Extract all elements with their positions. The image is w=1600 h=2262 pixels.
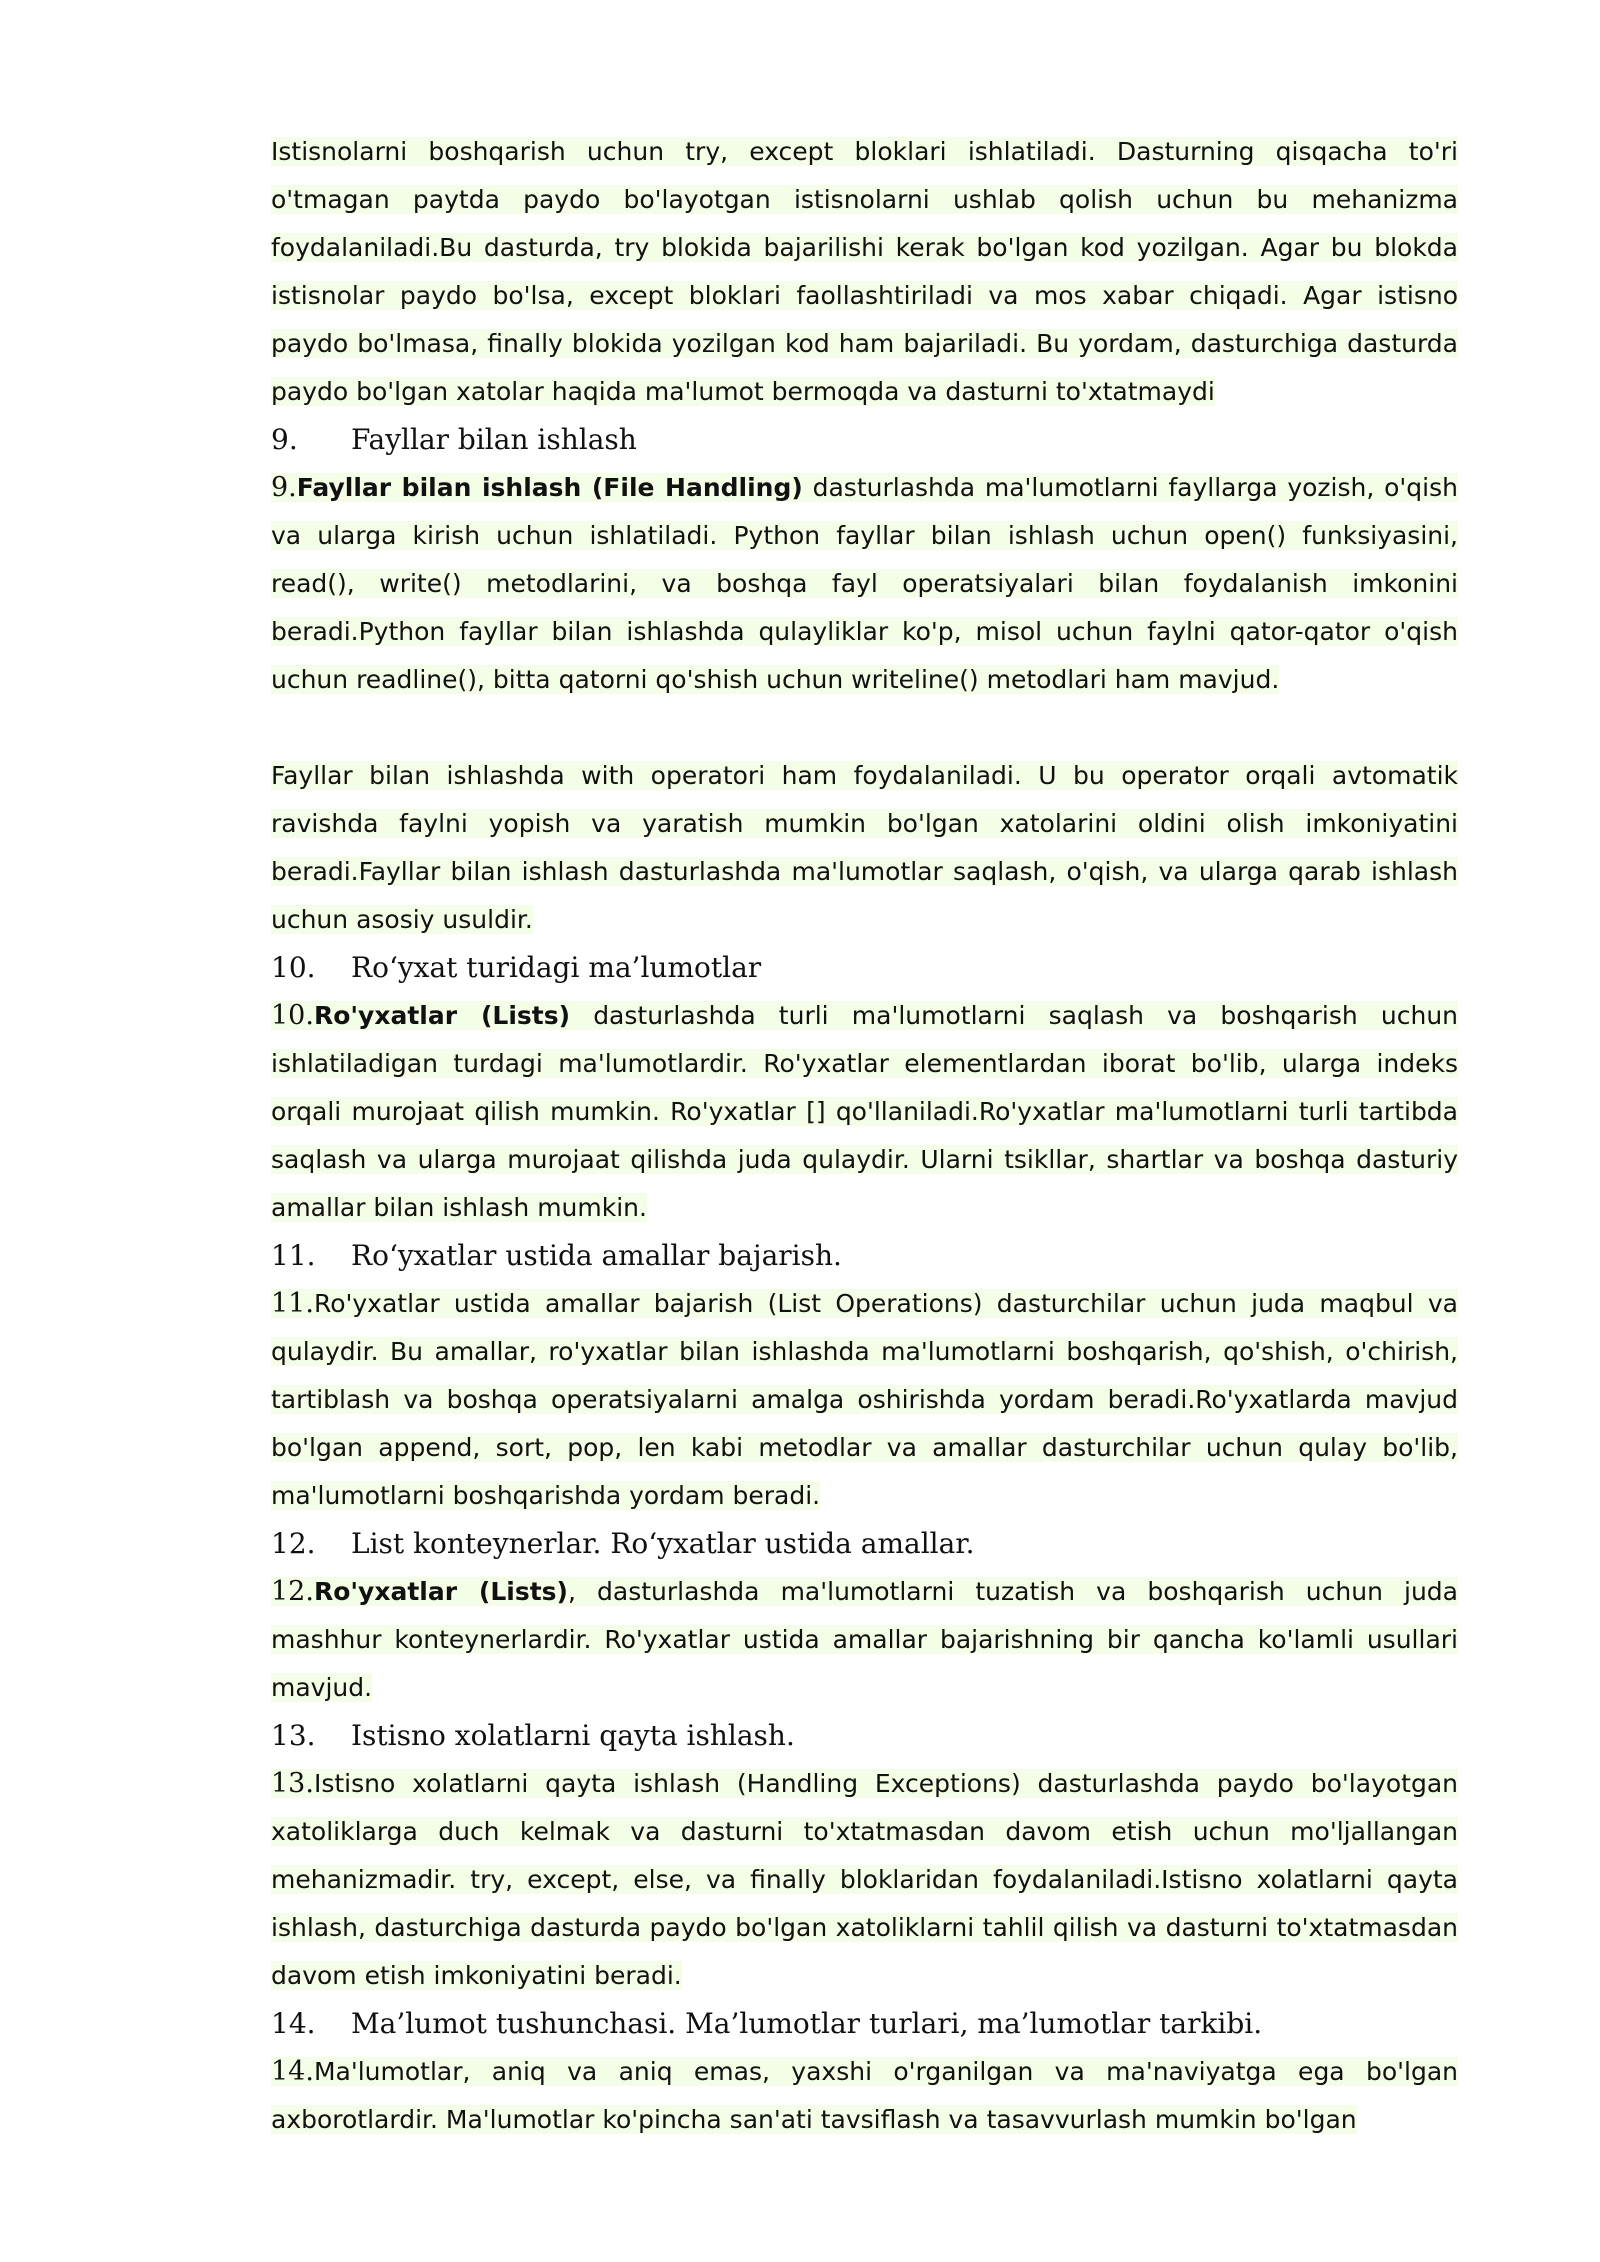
paragraph-number: 11.	[271, 1288, 314, 1319]
paragraph-handling-exceptions	[271, 1760, 1458, 2000]
heading-number: 12.	[271, 1527, 316, 1560]
document-page	[271, 128, 1458, 2144]
heading-number: 13.	[271, 1719, 316, 1752]
paragraph-number: 12.	[271, 1576, 314, 1607]
heading-number: 9.	[271, 423, 298, 456]
heading-12	[271, 1520, 1458, 1568]
paragraph-with-operator	[271, 752, 1458, 944]
heading-number: 14.	[271, 2007, 316, 2040]
heading-text: Ro‘yxat turidagi ma’lumotlar	[351, 951, 762, 984]
heading-text: Istisno xolatlarni qayta ishlash.	[351, 1719, 795, 1752]
paragraph-term: Ro'yxatlar (Lists)	[313, 1577, 568, 1606]
heading-9	[271, 416, 1458, 464]
paragraph-exceptions-intro	[271, 128, 1458, 416]
paragraph-number: 14.	[271, 2056, 314, 2087]
paragraph-lists	[271, 992, 1458, 1232]
heading-text: Fayllar bilan ishlash	[351, 423, 637, 456]
paragraph-term: Fayllar bilan ishlash (File Handling)	[296, 473, 803, 502]
heading-11	[271, 1232, 1458, 1280]
heading-text: Ma’lumot tushunchasi. Ma’lumotlar turlari, ma’lumotlar tarkibi.	[351, 2007, 1263, 2040]
paragraph-text: Ro'yxatlar ustida amallar bajarish (List Operations) dasturchilar uchun juda maqbul va qulaydir. Bu amallar, ro'yxatlar bilan ishlashda ma'lumotlarni boshqarish, qo'shish, o'chirish, tartiblash va boshqa operatsiyalarni amalga oshirishda yordam beradi.Ro'yxatlarda mavjud bo'lgan append, sort, pop, len kabi metodlar va amallar dasturchilar uchun qulay bo'lib, ma'lumotlarni boshqarishda yordam beradi.	[271, 1289, 1458, 1510]
paragraph-term: Ro'yxatlar (Lists)	[313, 1001, 571, 1030]
heading-number: 11.	[271, 1239, 316, 1272]
paragraph-number: 9.	[271, 472, 297, 503]
paragraph-file-handling	[271, 464, 1458, 704]
paragraph-text: Istisno xolatlarni qayta ishlash (Handling Exceptions) dasturlashda paydo bo'layotgan xatoliklarga duch kelmak va dasturni to'xtatmasdan davom etish uchun mo'ljallangan mehanizmadir. try, except, else, va finally bloklaridan foydalaniladi.Istisno xolatlarni qayta ishlash, dasturchiga dasturda paydo bo'lgan xatoliklarni tahlil qilish va dasturni to'xtatmasdan davom etish imkoniyatini beradi.	[271, 1769, 1458, 1990]
paragraph-text: dasturlashda ma'lumotlarni fayllarga yozish, o'qish va ularga kirish uchun ishlatiladi. Python fayllar bilan ishlash uchun open() funksiyasini, read(), write() metodlarini, va boshqa fayl operatsiyalari bilan foydalanish imkonini beradi.Python fayllar bilan ishlashda qulayliklar ko'p, misol uchun faylni qator-qator o'qish uchun readline(), bitta qatorni qo'shish uchun writeline() metodlari ham mavjud.	[271, 473, 1458, 694]
paragraph-list-operations	[271, 1280, 1458, 1520]
paragraph-text: Istisnolarni boshqarish uchun try, except bloklari ishlatiladi. Dasturning qisqacha to'ri o'tmagan paytda paydo bo'layotgan istisnolarni ushlab qolish uchun bu mehanizma foydalaniladi.Bu dasturda, try blokida bajarilishi kerak bo'lgan kod yozilgan. Agar bu blokda istisnolar paydo bo'lsa, except bloklari faollashtiriladi va mos xabar chiqadi. Agar istisno paydo bo'lmasa, finally blokida yozilgan kod ham bajariladi. Bu yordam, dasturchiga dasturda paydo bo'lgan xatolar haqida ma'lumot bermoqda va dasturni to'xtatmaydi	[271, 137, 1458, 406]
heading-text: List konteynerlar. Ro‘yxatlar ustida amallar.	[351, 1527, 975, 1560]
heading-text: Ro‘yxatlar ustida amallar bajarish.	[351, 1239, 842, 1272]
heading-13	[271, 1712, 1458, 1760]
paragraph-text: Fayllar bilan ishlashda with operatori ham foydalaniladi. U bu operator orqali avtomatik ravishda faylni yopish va yaratish mumkin bo'lgan xatolarini oldini olish imkoniyatini beradi.Fayllar bilan ishlash dasturlashda ma'lumotlar saqlash, o'qish, va ularga qarab ishlash uchun asosiy usuldir.	[271, 761, 1458, 934]
paragraph-list-containers	[271, 1568, 1458, 1712]
paragraph-text: Ma'lumotlar, aniq va aniq emas, yaxshi o'rganilgan va ma'naviyatga ega bo'lgan axborotlardir. Ma'lumotlar ko'pincha san'ati tavsiflash va tasavvurlash mumkin bo'lgan	[271, 2057, 1458, 2134]
heading-10	[271, 944, 1458, 992]
paragraph-data-concept	[271, 2048, 1458, 2144]
paragraph-number: 10.	[271, 1000, 314, 1031]
paragraph-text: , dasturlashda ma'lumotlarni tuzatish va boshqarish uchun juda mashhur konteynerlardir. Ro'yxatlar ustida amallar bajarishning bir qancha ko'lamli usullari mavjud.	[271, 1577, 1458, 1702]
paragraph-number: 13.	[271, 1768, 314, 1799]
heading-14	[271, 2000, 1458, 2048]
heading-number: 10.	[271, 951, 316, 984]
paragraph-text: dasturlashda turli ma'lumotlarni saqlash va boshqarish uchun ishlatiladigan turdagi ma'lumotlardir. Ro'yxatlar elementlardan iborat bo'lib, ularga indeks orqali murojaat qilish mumkin. Ro'yxatlar [] qo'llaniladi.Ro'yxatlar ma'lumotlarni turli tartibda saqlash va ularga murojaat qilishda juda qulaydir. Ularni tsikllar, shartlar va boshqa dasturiy amallar bilan ishlash mumkin.	[271, 1001, 1459, 1222]
blank-line	[271, 704, 1458, 752]
